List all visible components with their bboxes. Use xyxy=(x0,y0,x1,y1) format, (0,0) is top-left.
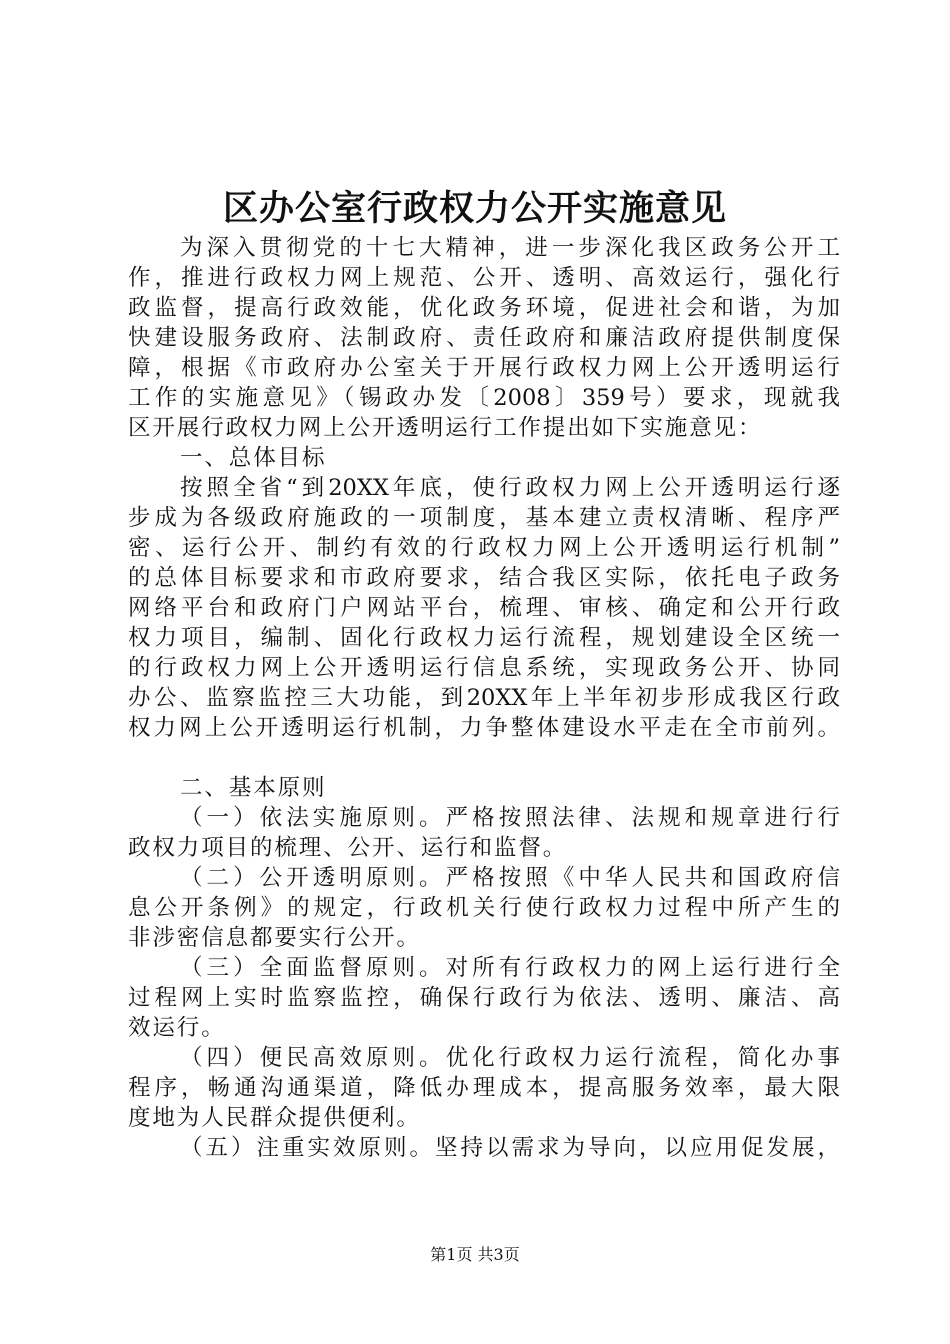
text-line: 作，推进行政权力网上规范、公开、透明、高效运行，强化行 xyxy=(128,265,840,291)
text-line: 权力项目，编制、固化行政权力运行流程，规划建设全区统一 xyxy=(128,625,840,651)
text-line: 政监督，提高行政效能，优化政务环境，促进社会和谐，为加 xyxy=(128,295,840,321)
text-line: 权力网上公开透明运行机制，力争整体建设水平走在全市前列。 xyxy=(128,715,840,741)
text-line: （一）依法实施原则。严格按照法律、法规和规章进行行 xyxy=(180,805,840,831)
text-line: （二）公开透明原则。严格按照《中华人民共和国政府信 xyxy=(180,865,840,891)
page-footer: 第1页 共3页 xyxy=(430,1245,520,1264)
text-line: 二、基本原则 xyxy=(180,775,327,801)
text-line: 为深入贯彻党的十七大精神，进一步深化我区政务公开工 xyxy=(180,235,840,261)
text-line: 一、总体目标 xyxy=(180,445,327,471)
text-line: 的总体目标要求和市政府要求，结合我区实际，依托电子政务 xyxy=(128,565,840,591)
text-line: 办公、监察监控三大功能，到20XX年上半年初步形成我区行政 xyxy=(128,685,840,711)
text-line: 非涉密信息都要实行公开。 xyxy=(128,925,421,951)
text-line: 网络平台和政府门户网站平台，梳理、审核、确定和公开行政 xyxy=(128,595,840,621)
text-line: 程序，畅通沟通渠道，降低办理成本，提高服务效率，最大限 xyxy=(128,1075,840,1101)
document-title: 区办公室行政权力公开实施意见 xyxy=(222,188,727,229)
text-line: （四）便民高效原则。优化行政权力运行流程，简化办事 xyxy=(180,1045,840,1071)
text-line: 的行政权力网上公开透明运行信息系统，实现政务公开、协同 xyxy=(128,655,840,681)
text-line: 快建设服务政府、法制政府、责任政府和廉洁政府提供制度保 xyxy=(128,325,840,351)
text-line: （五）注重实效原则。坚持以需求为导向，以应用促发展， xyxy=(180,1135,840,1161)
text-line: 工作的实施意见》（锡政办发〔2008〕359号）要求，现就我 xyxy=(128,385,840,411)
text-line: 过程网上实时监察监控，确保行政行为依法、透明、廉洁、高 xyxy=(128,985,840,1011)
text-line: 障，根据《市政府办公室关于开展行政权力网上公开透明运行 xyxy=(128,355,840,381)
text-line: （三）全面监督原则。对所有行政权力的网上运行进行全 xyxy=(180,955,840,981)
text-line: 度地为人民群众提供便利。 xyxy=(128,1105,421,1131)
text-line: 效运行。 xyxy=(128,1015,226,1041)
text-line: 区开展行政权力网上公开透明运行工作提出如下实施意见： xyxy=(128,415,763,441)
text-line: 政权力项目的梳理、公开、运行和监督。 xyxy=(128,835,568,861)
text-line: 息公开条例》的规定，行政机关行使行政权力过程中所产生的 xyxy=(128,895,840,921)
document-body xyxy=(128,233,840,1163)
text-line: 密、运行公开、制约有效的行政权力网上公开透明运行机制” xyxy=(128,535,840,561)
text-line: 按照全省“到20XX年底，使行政权力网上公开透明运行逐 xyxy=(180,475,840,501)
text-line: 步成为各级政府施政的一项制度，基本建立责权清晰、程序严 xyxy=(128,505,840,531)
blank-line xyxy=(128,743,840,773)
